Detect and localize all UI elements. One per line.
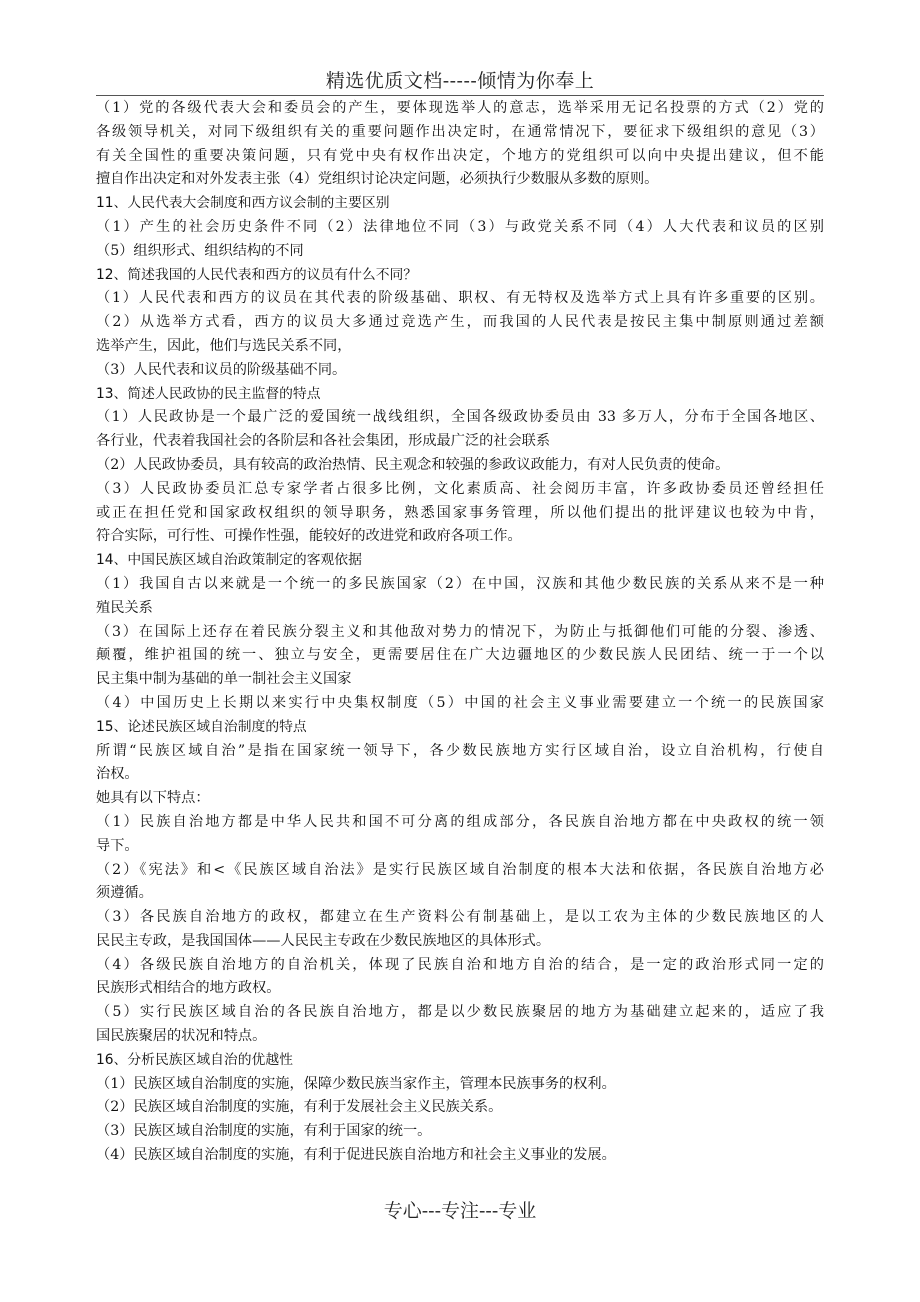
text-line: 治权。 bbox=[96, 766, 139, 783]
section-heading: 11、人民代表大会制度和西方议会制的主要区别 bbox=[96, 195, 390, 212]
text-line: （1）人民政协是一个最广泛的爱国统一战线组织，全国各级政协委员由 33 多万人，分布于全国各地区、 bbox=[96, 409, 824, 426]
text-line: （5）实行民族区域自治的各民族自治地方，都是以少数民族聚居的地方为基础建立起来的，适应了我 bbox=[96, 1004, 824, 1021]
text-line: （3）人民政协委员汇总专家学者占很多比例，文化素质高、社会阅历丰富，许多政协委员还曾经担任 bbox=[96, 480, 824, 497]
section-heading: 14、中国民族区域自治政策制定的客观依据 bbox=[96, 552, 362, 569]
text-line: 有关全国性的重要决策问题，只有党中央有权作出决定，个地方的党组织可以向中央提出建议，但不能 bbox=[96, 147, 824, 164]
text-line: 各级领导机关，对同下级组织有关的重要问题作出决定时，在通常情况下，要征求下级组织的意见（3） bbox=[96, 123, 824, 140]
text-line: （3）民族区域自治制度的实施，有利于国家的统一。 bbox=[96, 1123, 432, 1140]
text-line: （4）各级民族自治地方的自治机关，体现了民族自治和地方自治的结合，是一定的政治形式同一定的 bbox=[96, 956, 824, 973]
text-line: （2）人民政协委员，具有较高的政治热情、民主观念和较强的参政议政能力，有对人民负责的使命。 bbox=[96, 456, 730, 473]
text-line: 国民族聚居的状况和特点。 bbox=[96, 1028, 267, 1045]
text-line: 民民主专政，是我国国体——人民民主专政在少数民族地区的具体形式。 bbox=[96, 932, 551, 949]
text-line: 民主集中制为基础的单一制社会主义国家 bbox=[96, 671, 352, 688]
text-line: （1）党的各级代表大会和委员会的产生，要体现选举人的意志，选举采用无记名投票的方式（2）党的 bbox=[96, 100, 824, 116]
text-line: 她具有以下特点： bbox=[96, 790, 210, 807]
text-line: （4）民族区域自治制度的实施，有利于促进民族自治地方和社会主义事业的发展。 bbox=[96, 1147, 616, 1164]
text-line: （2）从选举方式看，西方的议员大多通过竞选产生，而我国的人民代表是按民主集中制原则通过差额 bbox=[96, 314, 824, 331]
text-line: 导下。 bbox=[96, 837, 139, 854]
text-line: （2）民族区域自治制度的实施，有利于发展社会主义民族关系。 bbox=[96, 1099, 503, 1116]
text-line: （2）《宪法》和<《民族区域自治法》是实行民族区域自治制度的根本大法和依据，各民族自治地方必 bbox=[96, 861, 824, 878]
text-line: （3）在国际上还存在着民族分裂主义和其他敌对势力的情况下，为防止与抵御他们可能的分裂、渗透、 bbox=[96, 623, 824, 640]
section-heading: 13、简述人民政协的民主监督的特点 bbox=[96, 385, 321, 402]
text-line: （1）民族区域自治制度的实施，保障少数民族当家作主，管理本民族事务的权利。 bbox=[96, 1075, 616, 1092]
page-header-title: 精选优质文档-----倾情为你奉上 bbox=[325, 70, 595, 92]
text-line: （5）组织形式、组织结构的不同 bbox=[96, 242, 304, 259]
text-line: （1）我国自古以来就是一个统一的多民族国家（2）在中国，汉族和其他少数民族的关系从来不是一种 bbox=[96, 575, 824, 592]
text-line: （3）人民代表和议员的阶级基础不同。 bbox=[96, 361, 347, 378]
text-line: 所谓“民族区域自治”是指在国家统一领导下，各少数民族地方实行区域自治，设立自治机构，行使自 bbox=[96, 742, 824, 759]
section-heading: 12、简述我国的人民代表和西方的议员有什么不同？ bbox=[96, 266, 418, 283]
text-line: 或正在担任党和国家政权组织的领导职务，熟悉国家事务管理，所以他们提出的批评建议也较为中肯， bbox=[96, 504, 824, 521]
section-heading: 15、论述民族区域自治制度的特点 bbox=[96, 718, 307, 735]
text-line: 颠覆，维护祖国的统一、独立与安全，更需要居住在广大边疆地区的少数民族人民团结、统一于一个以 bbox=[96, 647, 824, 664]
text-line: （1）产生的社会历史条件不同（2）法律地位不同（3）与政党关系不同（4）人大代表和议员的区别 bbox=[96, 218, 824, 235]
section-heading: 16、分析民族区域自治的优越性 bbox=[96, 1051, 293, 1068]
text-line: （4）中国历史上长期以来实行中央集权制度（5）中国的社会主义事业需要建立一个统一的民族国家 bbox=[96, 694, 824, 711]
text-line: 民族形式相结合的地方政权。 bbox=[96, 980, 281, 997]
text-line: 擅自作出决定和对外发表主张（4）党组织讨论决定问题，必须执行少数服从多数的原则。 bbox=[96, 171, 659, 188]
header-divider bbox=[96, 95, 824, 96]
text-line: （1）民族自治地方都是中华人民共和国不可分离的组成部分，各民族自治地方都在中央政权的统一领 bbox=[96, 813, 824, 830]
text-line: 殖民关系 bbox=[96, 599, 153, 616]
document-body bbox=[96, 97, 824, 1168]
text-line: （3）各民族自治地方的政权，都建立在生产资料公有制基础上，是以工农为主体的少数民族地区的人 bbox=[96, 909, 824, 926]
page-footer: 专心---专注---专业 bbox=[383, 1200, 537, 1222]
text-line: 选举产生，因此，他们与选民关系不同， bbox=[96, 337, 352, 354]
text-line: （1）人民代表和西方的议员在其代表的阶级基础、职权、有无特权及选举方式上具有许多重要的区别。 bbox=[96, 290, 824, 307]
text-line: 须遵循。 bbox=[96, 885, 153, 902]
text-line: 各行业，代表着我国社会的各阶层和各社会集团，形成最广泛的社会联系 bbox=[96, 433, 551, 450]
text-line: 符合实际，可行性、可操作性强，能较好的改进党和政府各项工作。 bbox=[96, 528, 522, 545]
